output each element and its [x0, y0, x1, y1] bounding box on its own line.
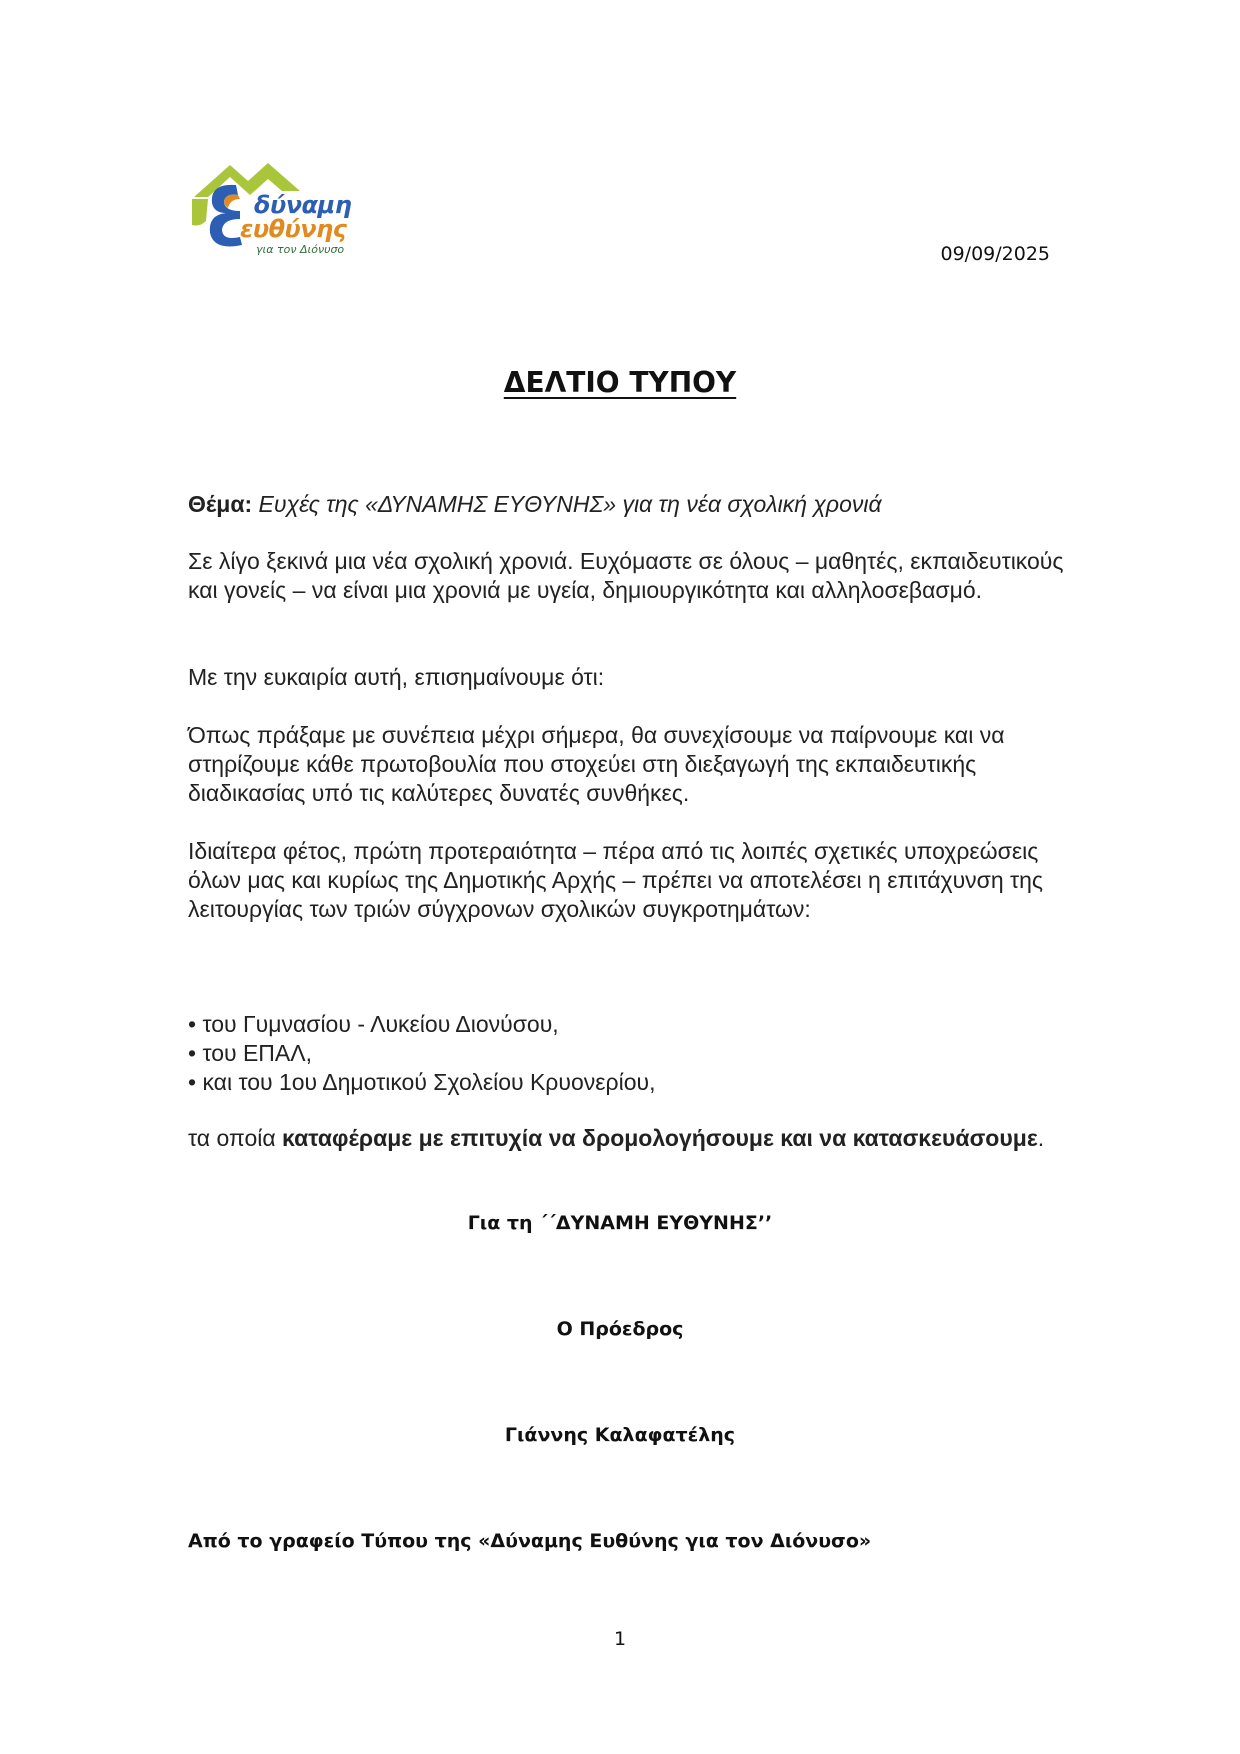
school-list: [188, 1010, 1068, 1097]
logo-text-line2: ευθύνης: [240, 215, 347, 243]
press-office-note: Από το γραφείο Τύπου της «Δύναμης Ευθύνης για τον Διόνυσο»: [188, 1530, 872, 1552]
paragraph-1: Σε λίγο ξεκινά μια νέα σχολική χρονιά. Ευχόμαστε σε όλους – μαθητές, εκπαιδευτικούς και γονείς – να είναι μια χρονιά με υγεία, δημιουργικότητα και αλληλοσεβασμό.: [188, 548, 1064, 603]
signature-role: Ο Πρόεδρος: [556, 1318, 684, 1340]
signature-name: Γιάννης Καλαφατέλης: [504, 1424, 736, 1446]
closing-suffix: .: [1037, 1125, 1045, 1151]
logo-text-line3: για τον Διόνυσο: [256, 243, 345, 256]
closing-paragraph: [188, 1124, 1068, 1153]
paragraph-2: Με την ευκαιρία αυτή, επισημαίνουμε ότι:: [188, 664, 605, 690]
subject-label: Θέμα:: [188, 491, 253, 517]
document-date: 09/09/2025: [940, 243, 1050, 265]
list-item: • του ΕΠΑΛ,: [188, 1040, 313, 1066]
list-item: • του Γυμνασίου - Λυκείου Διονύσου,: [188, 1011, 559, 1037]
paragraph-3: Όπως πράξαμε με συνέπεια μέχρι σήμερα, θα συνεχίσουμε να παίρνουμε και να στηρίζουμε κάθε πρωτοβουλία που στοχεύει στη διεξαγωγή της εκπαιδευτικής διαδικασίας υπό τις καλύτερες δυνατές συνθήκες.: [188, 722, 1005, 806]
closing-bold-text: καταφέραμε με επιτυχία να δρομολογήσουμε και να κατασκευάσουμε: [282, 1125, 1038, 1151]
page-number: 1: [613, 1628, 627, 1650]
closing-prefix: τα οποία: [188, 1125, 283, 1151]
subject-line: [188, 490, 1068, 519]
list-item: • και του 1ου Δημοτικού Σχολείου Κρυονερίου,: [188, 1069, 656, 1095]
logo-text-line1: δύναμη: [254, 191, 352, 219]
document-title: ΔΕΛΤΙΟ ΤΥΠΟΥ: [503, 366, 737, 399]
subject-text: Ευχές της «ΔΥΝΑΜΗΣ ΕΥΘΥΝΗΣ» για τη νέα σχολική χρονιά: [258, 491, 882, 517]
signature-for-line: Για τη ΄΄ΔΥΝΑΜΗ ΕΥΘΥΝΗΣ’’: [467, 1212, 773, 1234]
paragraph-4: Ιδιαίτερα φέτος, πρώτη προτεραιότητα – πέρα από τις λοιπές σχετικές υποχρεώσεις όλων μας και κυρίως της Δημοτικής Αρχής – πρέπει να αποτελέσει η επιτάχυνση της λειτουργίας των τριών σύγχρονων σχολικών συγκροτημάτων:: [188, 838, 1044, 922]
organization-logo: [190, 155, 375, 260]
